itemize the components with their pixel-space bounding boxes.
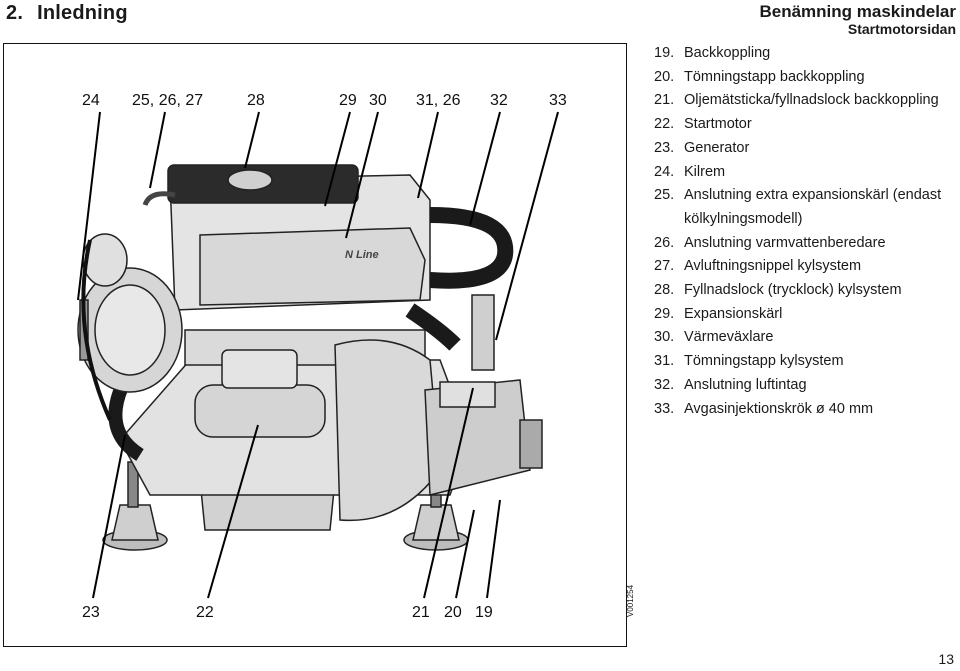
parts-list-item [654, 303, 956, 327]
part-number: 28. [654, 282, 675, 299]
engine-drawing [78, 165, 542, 550]
parts-list-item [654, 137, 956, 161]
part-number: 31. [654, 353, 675, 370]
coolant-hose [430, 215, 505, 281]
part-description: Avluftningsnippel kylsystem [684, 258, 862, 275]
parts-list-item [654, 255, 956, 279]
part-description: Tömningstapp backkoppling [684, 68, 865, 85]
callout-31-26: 31, 26 [416, 92, 461, 109]
part-number: 24. [654, 163, 675, 180]
part-description: Tömningstapp kylsystem [684, 353, 844, 370]
part-number: 19. [654, 45, 675, 61]
part-number: 30. [654, 329, 675, 346]
parts-list-item [654, 66, 956, 90]
callout-19: 19 [475, 604, 493, 621]
parts-list-item [654, 161, 956, 185]
part-number: 21. [654, 92, 675, 109]
gearbox [425, 380, 542, 495]
part-description: Värmeväxlare [684, 329, 774, 346]
parts-list-item [654, 398, 956, 422]
part-description: Avgasinjektionskrök ø 40 mm [684, 400, 874, 417]
part-description: Anslutning extra expansionskärl (endast kölkylningsmodell) [684, 187, 942, 227]
callout-21: 21 [412, 604, 430, 621]
callout-23: 23 [82, 604, 100, 621]
part-description: Backkoppling [684, 45, 771, 61]
figure-code: V001254 [626, 584, 635, 617]
part-description: Oljemätsticka/fyllnadslock backkoppling [684, 92, 939, 109]
mounting-bracket [472, 295, 494, 370]
parts-list-item [654, 279, 956, 303]
chapter-number: 2. [6, 2, 24, 24]
callout-24: 24 [82, 92, 100, 109]
section-title: Benämning maskindelar [759, 2, 956, 21]
parts-list [654, 42, 956, 421]
part-description: Anslutning luftintag [684, 376, 807, 393]
callout-32: 32 [490, 92, 508, 109]
part-number: 25. [654, 187, 675, 204]
callout-20: 20 [444, 604, 462, 621]
part-number: 23. [654, 139, 675, 156]
callout-29: 29 [339, 92, 357, 109]
part-number: 20. [654, 68, 675, 85]
callout-28: 28 [247, 92, 265, 109]
part-number: 26. [654, 234, 675, 251]
page-number: 13 [938, 651, 954, 667]
parts-list-item [654, 113, 956, 137]
part-number: 33. [654, 400, 675, 417]
parts-list-item [654, 42, 956, 66]
parts-list-item [654, 232, 956, 256]
parts-list-item [654, 326, 956, 350]
part-description: Expansionskärl [684, 305, 783, 322]
parts-list-item [654, 350, 956, 374]
section-title-block [759, 2, 956, 38]
callout-30: 30 [369, 92, 387, 109]
section-subtitle: Startmotorsidan [847, 21, 956, 37]
parts-list-item [654, 89, 956, 113]
expansion-tank [168, 165, 358, 203]
callout-22: 22 [196, 604, 214, 621]
engine-logo-text: N Line [345, 249, 379, 261]
part-description: Kilrem [684, 163, 726, 180]
parts-list-item [654, 374, 956, 398]
callout-33: 33 [549, 92, 567, 109]
part-description: Startmotor [684, 116, 752, 133]
part-number: 27. [654, 258, 675, 275]
part-number: 22. [654, 116, 675, 133]
part-description: Generator [684, 139, 750, 156]
part-number: 32. [654, 376, 675, 393]
parts-list-item [654, 184, 956, 231]
callout-25-26-27: 25, 26, 27 [132, 92, 204, 109]
part-description: Anslutning varmvattenberedare [684, 234, 886, 251]
part-description: Fyllnadslock (trycklock) kylsystem [684, 282, 902, 299]
part-number: 29. [654, 305, 675, 322]
chapter-title: Inledning [37, 2, 128, 24]
